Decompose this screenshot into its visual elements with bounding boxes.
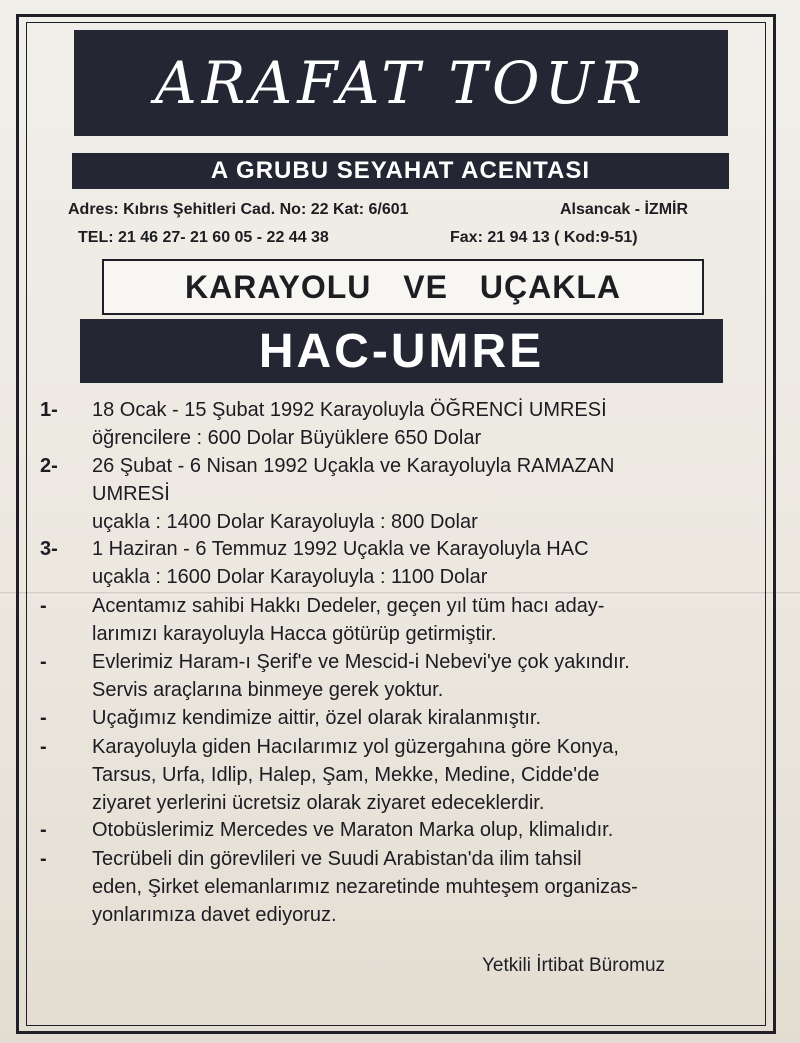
note-line: Evlerimiz Haram-ı Şerif'e ve Mescid-i Nebevi'ye çok yakındır. xyxy=(92,651,630,673)
note-line: yonlarımıza davet ediyoruz. xyxy=(92,904,337,926)
address-city: Alsancak - İZMİR xyxy=(560,201,689,218)
note-bullet: - xyxy=(40,651,47,673)
signature-text: Yetkili İrtibat Büromuz xyxy=(482,955,666,976)
note-line: Uçağımız kendimize aittir, özel olarak kiralanmıştır. xyxy=(92,707,542,729)
note-line: Otobüslerimiz Mercedes ve Maraton Marka olup, klimalıdır. xyxy=(92,819,614,841)
note-bullet: - xyxy=(40,595,47,617)
address-text: Adres: Kıbrıs Şehitleri Cad. No: 22 Kat: 6/601 xyxy=(68,201,409,218)
note-bullet: - xyxy=(40,707,47,729)
transport-heading: KARAYOLU VE UÇAKLA xyxy=(102,259,704,315)
note-body xyxy=(92,704,772,732)
tour-line: uçakla : 1400 Dolar Karayoluyla : 800 Dolar xyxy=(92,511,478,533)
fax-text: Fax: 21 94 13 ( Kod:9-51) xyxy=(450,229,638,246)
tour-line: uçakla : 1600 Dolar Karayoluyla : 1100 Dolar xyxy=(92,566,488,588)
company-title: ARAFAT TOUR xyxy=(74,30,728,136)
note-bullet: - xyxy=(40,848,47,870)
tour-number: 3- xyxy=(40,538,58,560)
tour-number: 2- xyxy=(40,455,58,477)
tour-body xyxy=(92,396,772,452)
note-line: Servis araçlarına binmeye gerek yoktur. xyxy=(92,679,444,701)
note-bullet: - xyxy=(40,819,47,841)
note-line: ziyaret yerlerini ücretsiz olarak ziyaret edeceklerdir. xyxy=(92,792,545,814)
tour-line: öğrencilere : 600 Dolar Büyüklere 650 Dolar xyxy=(92,427,482,449)
note-line: Tarsus, Urfa, Idlip, Halep, Şam, Mekke, Medine, Cidde'de xyxy=(92,764,600,786)
tour-body xyxy=(92,452,772,536)
tour-line: 1 Haziran - 6 Temmuz 1992 Uçakla ve Karayoluyla HAC xyxy=(92,538,589,560)
note-body xyxy=(92,733,772,817)
note-line: Karayoluyla giden Hacılarımız yol güzergahına göre Konya, xyxy=(92,736,619,758)
tour-body xyxy=(92,535,772,591)
tour-number: 1- xyxy=(40,399,58,421)
tour-line: 18 Ocak - 15 Şubat 1992 Karayoluyla ÖĞRENCİ UMRESİ xyxy=(92,399,607,421)
note-body xyxy=(92,592,772,648)
note-line: eden, Şirket elemanlarımız nezaretinde muhteşem organizas- xyxy=(92,876,638,898)
note-line: Tecrübeli din görevlileri ve Suudi Arabistan'da ilim tahsil xyxy=(92,848,582,870)
note-line: larımızı karayoluyla Hacca götürüp getirmiştir. xyxy=(92,623,497,645)
tour-line: UMRESİ xyxy=(92,483,170,505)
tour-line: 26 Şubat - 6 Nisan 1992 Uçakla ve Karayoluyla RAMAZAN xyxy=(92,455,615,477)
note-body xyxy=(92,816,772,844)
note-body xyxy=(92,845,772,929)
phone-text: TEL: 21 46 27- 21 60 05 - 22 44 38 xyxy=(78,229,329,246)
note-body xyxy=(92,648,772,704)
company-subtitle: A GRUBU SEYAHAT ACENTASI xyxy=(72,153,729,189)
note-line: Acentamız sahibi Hakkı Dedeler, geçen yıl tüm hacı aday- xyxy=(92,595,605,617)
main-heading: HAC-UMRE xyxy=(80,319,723,383)
note-bullet: - xyxy=(40,736,47,758)
